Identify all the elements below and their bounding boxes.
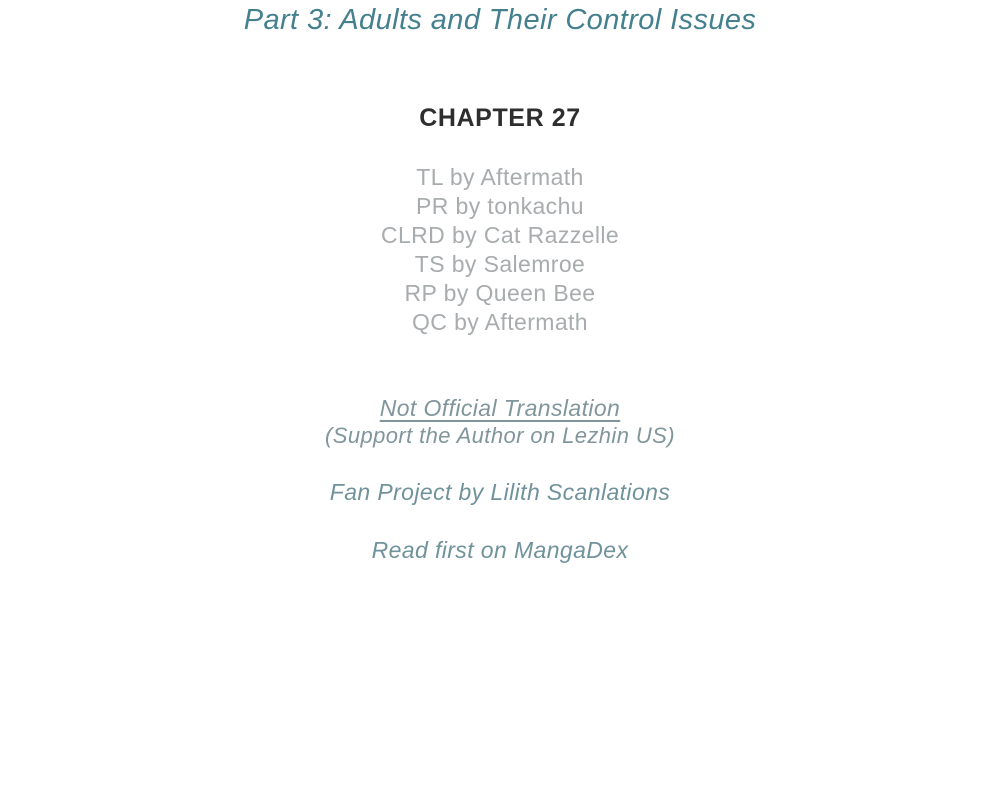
credit-line-ts: TS by Salemroe bbox=[414, 251, 586, 277]
credit-line-clrd: CLRD by Cat Razzelle bbox=[380, 222, 620, 248]
disclaimer-subtitle: (Support the Author on Lezhin US) bbox=[325, 423, 675, 448]
credit-line-rp: RP by Queen Bee bbox=[404, 280, 596, 306]
credit-line-tl: TL by Aftermath bbox=[416, 164, 584, 190]
credit-line-qc: QC by Aftermath bbox=[411, 309, 588, 335]
credit-line-pr: PR by tonkachu bbox=[416, 193, 584, 219]
chapter-heading: CHAPTER 27 bbox=[419, 104, 581, 132]
read-first-line: Read first on MangaDex bbox=[371, 537, 629, 563]
disclaimer-title: Not Official Translation bbox=[379, 395, 621, 421]
credits-block bbox=[0, 163, 1000, 337]
part-title: Part 3: Adults and Their Control Issues bbox=[243, 4, 757, 36]
fan-project-line: Fan Project by Lilith Scanlations bbox=[329, 479, 671, 505]
